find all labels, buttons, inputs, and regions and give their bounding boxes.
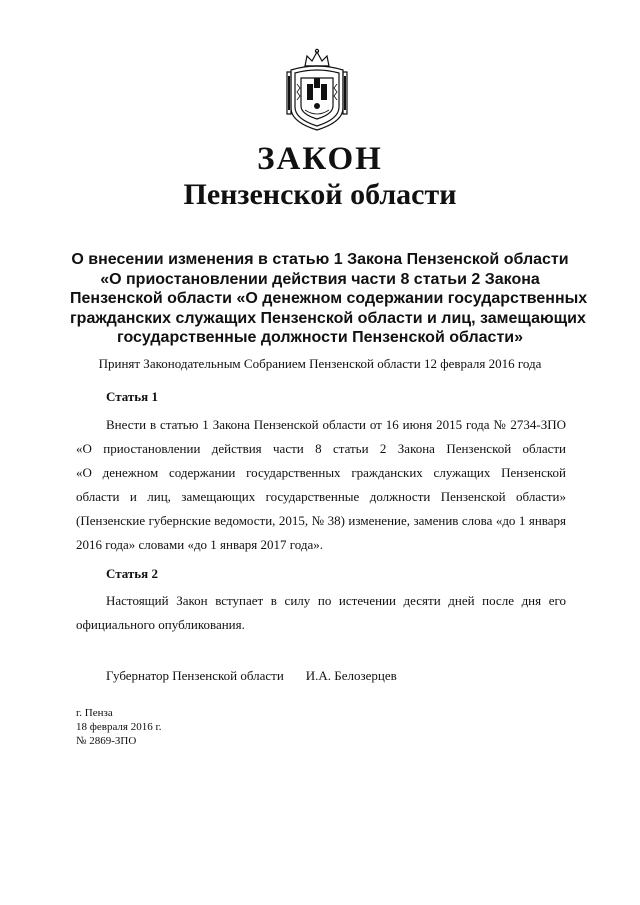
article-2-line: официального опубликования. xyxy=(76,617,245,632)
law-number: № 2869-ЗПО xyxy=(76,735,137,747)
document-title: ЗАКОН xyxy=(257,141,383,177)
governor-name: И.А. Белозерцев xyxy=(305,668,397,683)
article-1-line: Внести в статью 1 Закона Пензенской области от 16 июня 2015 года № 2734-ЗПО xyxy=(106,417,566,432)
law-heading xyxy=(70,250,588,348)
heading-line: гражданских служащих Пензенской области и лиц, замещающих xyxy=(70,309,586,327)
article-2-text xyxy=(76,589,566,637)
article-1-line: области и лиц, замещающих государственные должности Пензенской области» xyxy=(76,489,566,504)
city: г. Пенза xyxy=(76,707,113,719)
article-1-title: Статья 1 xyxy=(106,389,158,404)
heading-line: Пензенской области «О денежном содержании государственных xyxy=(70,290,588,307)
heading-line: «О приостановлении действия части 8 статьи 2 Закона xyxy=(100,270,540,288)
signing-date: 18 февраля 2016 г. xyxy=(76,721,162,733)
article-1-line: 2016 года» словами «до 1 января 2017 года». xyxy=(76,537,323,552)
article-1-line: «О денежном содержании государственных гражданских служащих Пензенской xyxy=(76,465,566,480)
article-1-line: «О приостановлении действия части 8 статьи 2 Закона Пензенской области xyxy=(76,441,566,456)
article-1-line: (Пензенские губернские ведомости, 2015, № 38) изменение, заменив слова «до 1 января xyxy=(76,513,566,528)
article-1-text xyxy=(76,413,566,557)
adoption-statement: Принят Законодательным Собранием Пензенской области 12 февраля 2016 года xyxy=(98,356,542,371)
governor-signature xyxy=(106,668,397,684)
governor-position: Губернатор Пензенской области xyxy=(106,668,284,683)
article-2-line: Настоящий Закон вступает в силу по истечении десяти дней после дня его xyxy=(106,593,566,608)
article-2-title: Статья 2 xyxy=(106,566,158,581)
heading-line: государственные должности Пензенской области» xyxy=(116,329,524,346)
place-date-number xyxy=(76,706,162,748)
heading-line: О внесении изменения в статью 1 Закона Пензенской области xyxy=(71,251,569,268)
document-subtitle: Пензенской области xyxy=(183,178,457,211)
coat-of-arms-icon xyxy=(285,48,349,132)
